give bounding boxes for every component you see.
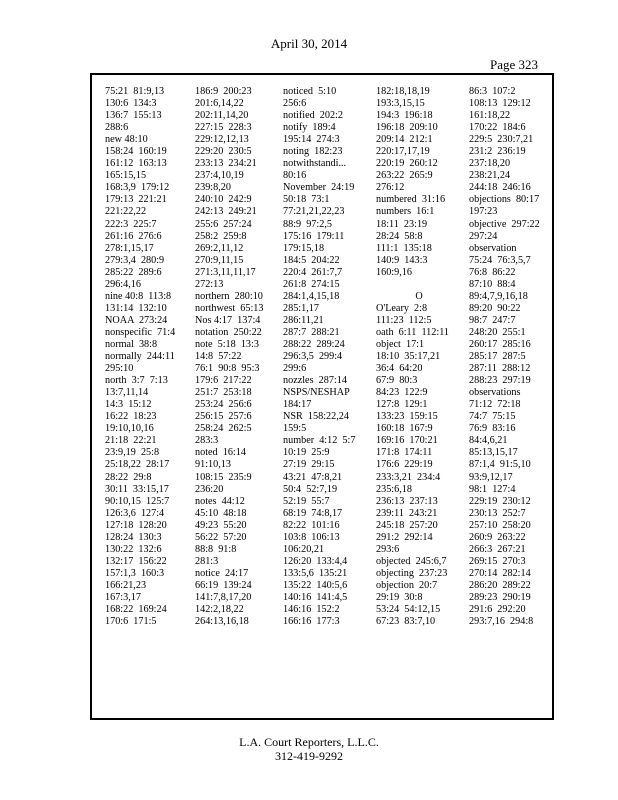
index-line: 238:21,24 [469, 170, 511, 182]
index-line: 159:5 [283, 423, 307, 435]
index-line: 266:3 267:21 [469, 543, 526, 555]
index-line: 184:5 204:22 [283, 254, 340, 266]
index-line: 279:3,4 280:9 [105, 254, 165, 266]
index-line: 142:2,18,22 [195, 604, 244, 616]
index-line: 88:9 97:2,5 [283, 218, 332, 230]
index-line: 196:18 209:10 [376, 122, 438, 134]
index-line: 229:19 230:12 [469, 495, 531, 507]
index-line: 93:9,12,17 [469, 471, 513, 483]
index-line: 233:3,21 234:4 [376, 471, 441, 483]
index-line: NSR 158:22,24 [283, 411, 349, 423]
index-line: 297:24 [469, 230, 498, 242]
index-line: north 3:7 7:13 [105, 375, 168, 387]
index-line: 281:3 [195, 555, 219, 567]
index-line: northern 280:10 [195, 290, 263, 302]
index-line: 76:9 83:16 [469, 423, 516, 435]
index-line: 14:8 57:22 [195, 351, 242, 363]
index-line: 111:1 135:18 [376, 242, 432, 254]
index-line: 239:8,20 [195, 182, 231, 194]
index-line: 285:17 287:5 [469, 351, 526, 363]
index-line: 171:8 174:11 [376, 447, 433, 459]
section-letter: O [415, 290, 423, 302]
index-line: 74:7 75:15 [469, 411, 516, 423]
index-line: 43:21 47:8,21 [283, 471, 343, 483]
index-line: 161:12 163:13 [105, 158, 167, 170]
index-line: 289:23 290:19 [469, 591, 531, 603]
index-line: 240:10 242:9 [195, 194, 252, 206]
index-line: 278:1,15,17 [105, 242, 154, 254]
index-line: numbers 16:1 [376, 206, 435, 218]
index-line: 23:9,19 25:8 [105, 447, 160, 459]
index-line: 87:1,4 91:5,10 [469, 459, 531, 471]
index-line: 16:22 18:23 [105, 411, 157, 423]
index-line: 133:23 159:15 [376, 411, 438, 423]
index-line: 291:6 292:20 [469, 604, 526, 616]
index-line: 88:8 91:8 [195, 543, 237, 555]
index-line: 221:22,22 [105, 206, 147, 218]
index-line: 193:3,15,15 [376, 98, 425, 110]
index-line: 135:22 140:5,6 [283, 579, 348, 591]
index-line: 285:1,17 [283, 302, 319, 314]
index-line: notify 189:4 [283, 122, 336, 134]
index-line: 127:18 128:20 [105, 519, 167, 531]
index-line: 111:23 112:5 [376, 314, 432, 326]
index-line: 264:13,16,18 [195, 616, 249, 628]
index-line: 166:21,23 [105, 579, 147, 591]
index-line: 184:17 [283, 399, 312, 411]
index-line: 126:3,6 127:4 [105, 507, 165, 519]
index-line: 106:20,21 [283, 543, 325, 555]
index-line: 270:9,11,15 [195, 254, 244, 266]
index-column-4 [376, 86, 462, 628]
index-line: 220:4 261:7,7 [283, 266, 343, 278]
index-line: 66:19 139:24 [195, 579, 252, 591]
index-line: 179:13 221:21 [105, 194, 167, 206]
index-line: notes 44:12 [195, 495, 245, 507]
index-line: 28:22 29:8 [105, 471, 152, 483]
index-line: 237:18,20 [469, 158, 511, 170]
index-line: 263:22 265:9 [376, 170, 433, 182]
index-line: 30:11 33:15,17 [105, 483, 169, 495]
index-line: nonspecific 71:4 [105, 326, 176, 338]
index-line: noting 182:23 [283, 146, 343, 158]
index-line: 91:10,13 [195, 459, 231, 471]
index-line: 227:15 228:3 [195, 122, 252, 134]
index-line: 287:11 288:12 [469, 363, 531, 375]
index-line: 288:23 297:19 [469, 375, 531, 387]
index-line: 67:9 80:3 [376, 375, 418, 387]
index-line: 160:9,16 [376, 266, 412, 278]
index-line: 293:6 [376, 543, 400, 555]
index-line: 245:18 257:20 [376, 519, 438, 531]
index-line: NSPS/NESHAP [283, 387, 350, 399]
index-line: 235:6,18 [376, 483, 412, 495]
index-line: 220:19 260:12 [376, 158, 438, 170]
index-line: 229:5 230:7,21 [469, 134, 534, 146]
index-line: 293:7,16 294:8 [469, 616, 534, 628]
footer-company: L.A. Court Reporters, L.L.C. [239, 735, 379, 749]
index-column-5 [469, 86, 540, 628]
index-line: objecting 237:23 [376, 567, 448, 579]
index-line: November 24:19 [283, 182, 355, 194]
index-column-3 [283, 86, 355, 628]
footer-phone: 312-419-9292 [275, 749, 343, 763]
index-line: 75:21 81:9,13 [105, 86, 165, 97]
index-line: 194:3 196:18 [376, 110, 433, 122]
index-line: 19:10,10,16 [105, 423, 154, 435]
index-line: new 48:10 [105, 134, 148, 146]
index-line: 146:16 152:2 [283, 604, 340, 616]
index-line: 170:22 184:6 [469, 122, 526, 134]
index-line: 158:24 160:19 [105, 146, 167, 158]
index-line: 167:3,17 [105, 591, 141, 603]
index-line: 27:19 29:15 [283, 459, 335, 471]
index-line: 175:16 179:11 [283, 230, 345, 242]
index-line: 14:3 15:12 [105, 399, 152, 411]
index-line: 258:24 262:5 [195, 423, 252, 435]
index-line: 179:6 217:22 [195, 375, 252, 387]
index-line: 49:23 55:20 [195, 519, 247, 531]
index-line: 76:8 86:22 [469, 266, 516, 278]
index-line: notified 202:2 [283, 110, 343, 122]
index-line: 25:18,22 28:17 [105, 459, 170, 471]
index-line: 269:2,11,12 [195, 242, 244, 254]
index-line: objections 80:17 [469, 194, 540, 206]
index-line: 98:1 127:4 [469, 483, 516, 495]
index-line: 271:3,11,11,17 [195, 266, 256, 278]
index-line: 166:16 177:3 [283, 616, 340, 628]
index-line: 45:10 48:18 [195, 507, 247, 519]
index-column-1 [105, 86, 175, 628]
index-line: 21:18 22:21 [105, 435, 157, 447]
index-line: 71:12 72:18 [469, 399, 521, 411]
index-line: nozzles 287:14 [283, 375, 347, 387]
index-line: noticed 5:10 [283, 86, 337, 97]
index-line: 86:3 107:2 [469, 86, 516, 97]
index-line: 108:13 129:12 [469, 98, 531, 110]
index-line: notwithstandi... [283, 158, 347, 170]
index-line: 286:20 289:22 [469, 579, 531, 591]
index-line: 272:13 [195, 278, 224, 290]
index-line [376, 279, 462, 291]
index-line: 186:9 200:23 [195, 86, 252, 97]
index-line: 75:24 76:3,5,7 [469, 254, 531, 266]
index-line: 89:20 90:22 [469, 302, 521, 314]
index-line: notation 250:22 [195, 326, 262, 338]
index-line: 130:22 132:6 [105, 543, 162, 555]
index-line: 283:3 [195, 435, 219, 447]
index-line: noted 16:14 [195, 447, 246, 459]
index-line: 10:19 25:9 [283, 447, 330, 459]
index-line: 127:8 129:1 [376, 399, 428, 411]
index-line: 84:23 122:9 [376, 387, 428, 399]
index-line: 170:6 171:5 [105, 616, 157, 628]
index-line: 76:1 90:8 95:3 [195, 363, 260, 375]
index-line: 168:22 169:24 [105, 604, 167, 616]
index-line: 236:13 237:13 [376, 495, 438, 507]
index-line: 52:19 55:7 [283, 495, 330, 507]
index-column-2 [195, 86, 263, 628]
index-line: 80:16 [283, 170, 307, 182]
index-line: 182:18,18,19 [376, 86, 430, 97]
index-line: 157:1,3 160:3 [105, 567, 165, 579]
index-line: 285:22 289:6 [105, 266, 162, 278]
index-line: 299:6 [283, 363, 307, 375]
index-line: oath 6:11 112:11 [376, 326, 450, 338]
index-line: 56:22 57:20 [195, 531, 247, 543]
index-line: 230:13 252:7 [469, 507, 526, 519]
index-line: numbered 31:16 [376, 194, 446, 206]
index-line: 257:10 258:20 [469, 519, 531, 531]
transcript-date: April 30, 2014 [270, 36, 348, 51]
index-line: NOAA 273:24 [105, 314, 168, 326]
index-line: 197:23 [469, 206, 498, 218]
index-line: 89:4,7,9,16,18 [469, 290, 528, 302]
index-line: 258:2 259:8 [195, 230, 247, 242]
index-line: number 4:12 5:7 [283, 435, 356, 447]
index-line: 84:4,6,21 [469, 435, 508, 447]
index-line: 29:19 30:8 [376, 591, 423, 603]
index-line: 136:7 155:13 [105, 110, 162, 122]
index-line: objective 297:22 [469, 218, 540, 230]
index-line: 77:21,21,22,23 [283, 206, 345, 218]
index-line: 260:17 285:16 [469, 338, 531, 350]
index-line: 87:10 88:4 [469, 278, 516, 290]
index-line: 276:12 [376, 182, 405, 194]
index-line: 131:14 132:10 [105, 302, 167, 314]
index-line: 18:10 35:17,21 [376, 351, 441, 363]
index-line: northwest 65:13 [195, 302, 264, 314]
index-line: 140:16 141:4,5 [283, 591, 348, 603]
index-line: 239:11 243:21 [376, 507, 438, 519]
index-line: 67:23 83:7,10 [376, 616, 436, 628]
index-line: 36:4 64:20 [376, 363, 423, 375]
index-line: 242:13 249:21 [195, 206, 257, 218]
index-line: 28:24 58:8 [376, 230, 423, 242]
index-line: 176:6 229:19 [376, 459, 433, 471]
footer [0, 735, 618, 763]
index-line: 255:6 257:24 [195, 218, 252, 230]
index-line: 291:2 292:14 [376, 531, 433, 543]
index-line: 222:3 225:7 [105, 218, 157, 230]
index-line: 98:7 247:7 [469, 314, 516, 326]
index-line: 296:3,5 299:4 [283, 351, 343, 363]
index-line: 169:16 170:21 [376, 435, 438, 447]
index-line: 53:24 54:12,15 [376, 604, 441, 616]
index-line: 140:9 143:3 [376, 254, 428, 266]
index-line: object 17:1 [376, 338, 425, 350]
index-line: 253:24 256:6 [195, 399, 252, 411]
index-line: 229:20 230:5 [195, 146, 252, 158]
index-line: 288:6 [105, 122, 129, 134]
index-line: 141:7,8,17,20 [195, 591, 252, 603]
index-line: 220:17,17,19 [376, 146, 430, 158]
index-line: 231:2 236:19 [469, 146, 526, 158]
index-line: 179:15,18 [283, 242, 325, 254]
index-line: 50:18 73:1 [283, 194, 330, 206]
index-line: observations [469, 387, 521, 399]
index-line: 269:15 270:3 [469, 555, 526, 567]
index-line: 256:15 257:6 [195, 411, 252, 423]
index-line: 82:22 101:16 [283, 519, 340, 531]
index-line: 261:16 276:6 [105, 230, 162, 242]
index-line: observation [469, 242, 517, 254]
index-line: 256:6 [283, 98, 307, 110]
index-line: 165:15,15 [105, 170, 147, 182]
index-line: 13:7,11,14 [105, 387, 149, 399]
index-line: normally 244:11 [105, 351, 175, 363]
index-line: objection 20:7 [376, 579, 438, 591]
index-line: 132:17 156:22 [105, 555, 167, 567]
index-line: 202:11,14,20 [195, 110, 249, 122]
index-line: 244:18 246:16 [469, 182, 531, 194]
index-line: 195:14 274:3 [283, 134, 340, 146]
word-index-box [90, 73, 554, 720]
index-line: O'Leary 2:8 [376, 302, 428, 314]
index-line: nine 40:8 113:8 [105, 290, 172, 302]
index-line: 130:6 134:3 [105, 98, 157, 110]
index-line: 295:10 [105, 363, 134, 375]
index-line: 18:11 23:19 [376, 218, 428, 230]
index-line: 251:7 253:18 [195, 387, 252, 399]
index-line: 229:12,12,13 [195, 134, 249, 146]
index-line: 233:13 234:21 [195, 158, 257, 170]
index-line: 85:13,15,17 [469, 447, 518, 459]
index-line: 108:15 235:9 [195, 471, 252, 483]
index-line: 160:18 167:9 [376, 423, 433, 435]
index-line: 50:4 52:7,19 [283, 483, 338, 495]
index-line: 103:8 106:13 [283, 531, 340, 543]
page-number: Page 323 [490, 57, 539, 72]
index-line: 128:24 130:3 [105, 531, 162, 543]
index-line: 248:20 255:1 [469, 326, 526, 338]
index-line: Nos 4:17 137:4 [195, 314, 261, 326]
index-line: 209:14 212:1 [376, 134, 433, 146]
index-line: notice 24:17 [195, 567, 249, 579]
index-line: 296:4,16 [105, 278, 141, 290]
index-line: 161:18,22 [469, 110, 511, 122]
index-line: 260:9 263:22 [469, 531, 526, 543]
index-line: 287:7 288:21 [283, 326, 340, 338]
index-line: 261:8 274:15 [283, 278, 340, 290]
index-line: 270:14 282:14 [469, 567, 531, 579]
index-line: 133:5,6 135:21 [283, 567, 348, 579]
index-line: 284:1,4,15,18 [283, 290, 340, 302]
index-line: 236:20 [195, 483, 224, 495]
index-line: 68:19 74:8,17 [283, 507, 343, 519]
index-line: 237:4,10,19 [195, 170, 244, 182]
index-line: 90:10,15 125:7 [105, 495, 170, 507]
index-line: 286:11,21 [283, 314, 324, 326]
index-line: objected 245:6,7 [376, 555, 447, 567]
index-line: note 5:18 13:3 [195, 338, 259, 350]
index-line: normal 38:8 [105, 338, 158, 350]
index-line: 126:20 133:4,4 [283, 555, 348, 567]
index-line: 168:3,9 179:12 [105, 182, 170, 194]
index-line: 288:22 289:24 [283, 338, 345, 350]
index-line: 201:6,14,22 [195, 98, 244, 110]
